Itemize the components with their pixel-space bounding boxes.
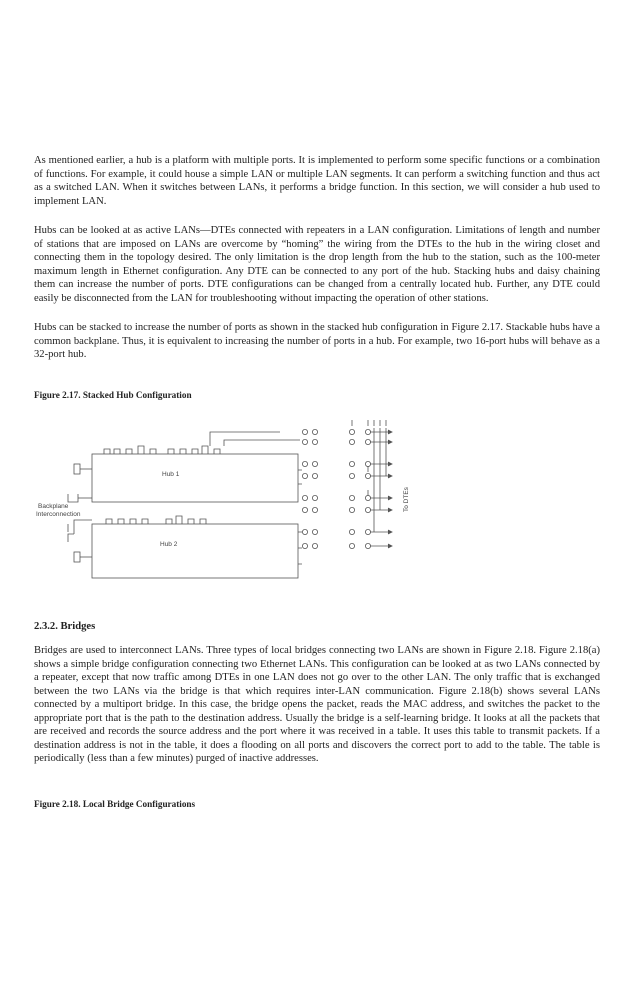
interconnection-label: Interconnection	[36, 511, 81, 518]
hub-1-box	[92, 454, 298, 502]
section-heading: 2.3.2. Bridges	[34, 621, 96, 632]
figure-2-17-caption: Figure 2.17. Stacked Hub Configuration	[34, 390, 192, 400]
paragraph-hub-intro: As mentioned earlier, a hub is a platform with multiple ports. It is implemented to perform some specific functions or a combination of functions. For example, it could house a simple LAN or multiple LAN segments. It can perform a switching function and thus act as a switched LAN. When it switches between LANs, it performs a bridge function. In this section, we will consider a hub used to implement LAN.	[34, 155, 600, 207]
hub-1-label: Hub 1	[162, 471, 180, 478]
paragraph-active-lans: Hubs can be looked at as active LANs—DTEs connected with repeaters in a LAN configuration. Limitations of length and number of stations that are imposed on LANs are overcome by “homing” the wiring from the DTEs to the hub in the wiring closet and connecting them in the topology desired. The only limitation is the drop length from the hub to the station, such as the 100-meter maximum length in Ethernet configuration. Any DTE can be connected to any port of the hub. Stacking hubs and daisy chaining them can increase the number of ports. DTE configurations can be changed from a centrally located hub. Further, any DTE could easily be disconnected from the LAN for troubleshooting without impacting the operation of other stations.	[34, 225, 600, 304]
stacked-hub-diagram	[34, 412, 434, 612]
hub-2-label: Hub 2	[160, 541, 178, 548]
body-text	[34, 154, 600, 378]
backplane-label: Backplane	[38, 503, 69, 510]
paragraph-bridges: Bridges are used to interconnect LANs. Three types of local bridges connecting two LANs are shown in Figure 2.18. Figure 2.18(a) shows a simple bridge configuration connecting two Ethernet LANs. This configuration can be looked at as two LANs connected by a repeater, except that now traffic among DTEs in one LAN does not go over to the other LAN. The only traffic that is exchanged between the two LANs via the bridge is that which requires inter-LAN communication. Figure 2.18(b) shows several LANs connected by a multiport bridge. In this case, the bridge opens the packet, reads the MAC address, and switches the packet to the appropriate port that is the path to the destination address. Usually the bridge is a self-learning bridge. It looks at all the packets that are received and records the source address and the port where it was received in a table. It uses this table to transmit packets. If a destination address is not in the table, it does a flooding on all ports and discovers the correct port to add to the table. The table is periodically (less than a few minutes) purged of inactive addresses.	[34, 645, 600, 764]
figure-2-18-caption: Figure 2.18. Local Bridge Configurations	[34, 799, 196, 809]
hub-2-box	[92, 524, 298, 578]
port-array	[302, 429, 370, 548]
paragraph-stacked-hubs: Hubs can be stacked to increase the number of ports as shown in the stacked hub configuration in Figure 2.17. Stackable hubs have a common backplane. Thus, it is equivalent to increasing the number of ports in a hub. For example, two 16-port hubs will behave as a 32-port hub.	[34, 322, 600, 360]
hub-2-ports	[106, 516, 206, 524]
port-cables	[210, 432, 302, 564]
to-dtes-label: To DTEs	[403, 487, 410, 512]
hub-1-ports	[104, 446, 220, 454]
dte-arrows	[352, 420, 392, 548]
